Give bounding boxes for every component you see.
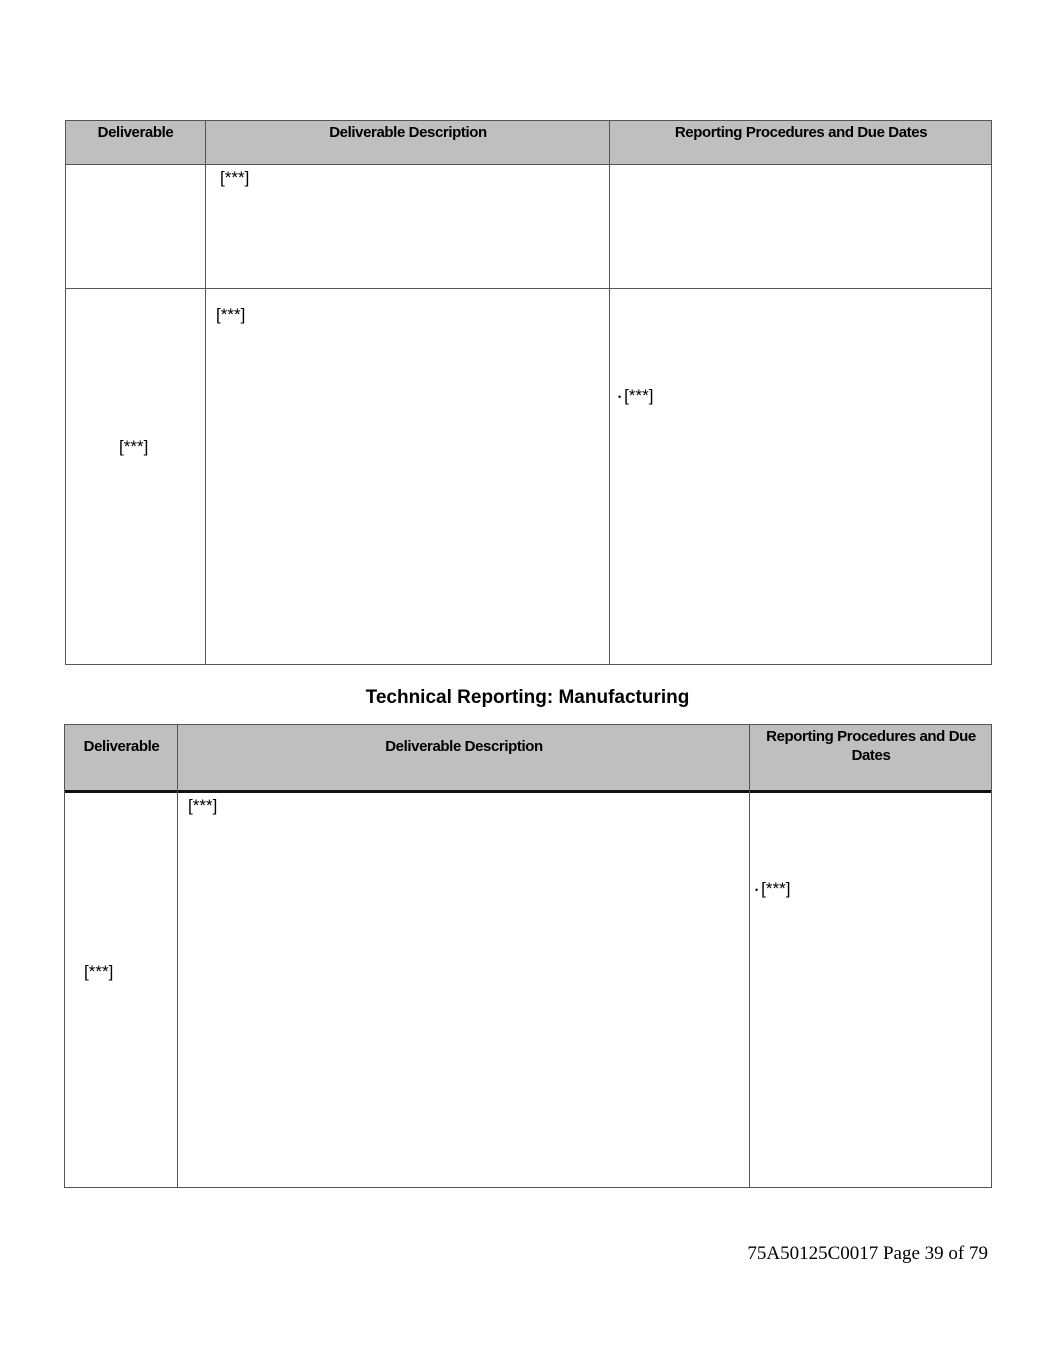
table2-row1-reporting [755,879,790,899]
table2-row1-reporting-text: [***] [761,879,791,898]
table1-header-description-label: Deliverable Description [329,124,487,141]
table2-header-reporting-line2: Dates [851,747,891,764]
table2-top-border [64,724,992,725]
table1-header-description [206,120,610,165]
bullet-icon: • [755,884,759,895]
table2-header-reporting-line1: Reporting Procedures and Due [766,728,976,745]
table1-row2-description: [***] [216,305,246,324]
bullet-icon: • [618,391,622,402]
table2-col-divider-2 [749,724,750,1188]
table2-header-description [178,724,750,791]
table1-col-divider-1 [205,120,206,665]
table1-right-border [991,120,992,665]
table2-header-deliverable [65,724,178,791]
table1-header-reporting [610,120,992,165]
table2-col-divider-1 [177,724,178,1188]
page-footer: 75A50125C0017 Page 39 of 79 [747,1243,988,1264]
table1-header-deliverable [65,120,206,165]
table1-col-divider-2 [609,120,610,665]
table2-right-border [991,724,992,1188]
table2-header-border [64,790,992,793]
table2-left-border [64,724,65,1188]
table2-bottom-border [64,1187,992,1188]
table2-header-description-label: Deliverable Description [385,738,543,755]
table1-header-reporting-label: Reporting Procedures and Due Dates [674,124,928,141]
table2-row1-description: [***] [188,796,218,815]
table2-row1-deliverable: [***] [84,962,114,981]
table2-header-deliverable-label: Deliverable [83,738,160,755]
table1-header-deliverable-label: Deliverable [97,124,174,141]
table1-row1-description: [***] [220,168,250,187]
table1-left-border [65,120,66,665]
table1-row2-reporting [618,386,653,406]
table1-row2-reporting-text: [***] [624,386,654,405]
section-title: Technical Reporting: Manufacturing [365,687,690,708]
table1-row2-deliverable: [***] [119,437,149,456]
table2-header-reporting [750,724,992,791]
